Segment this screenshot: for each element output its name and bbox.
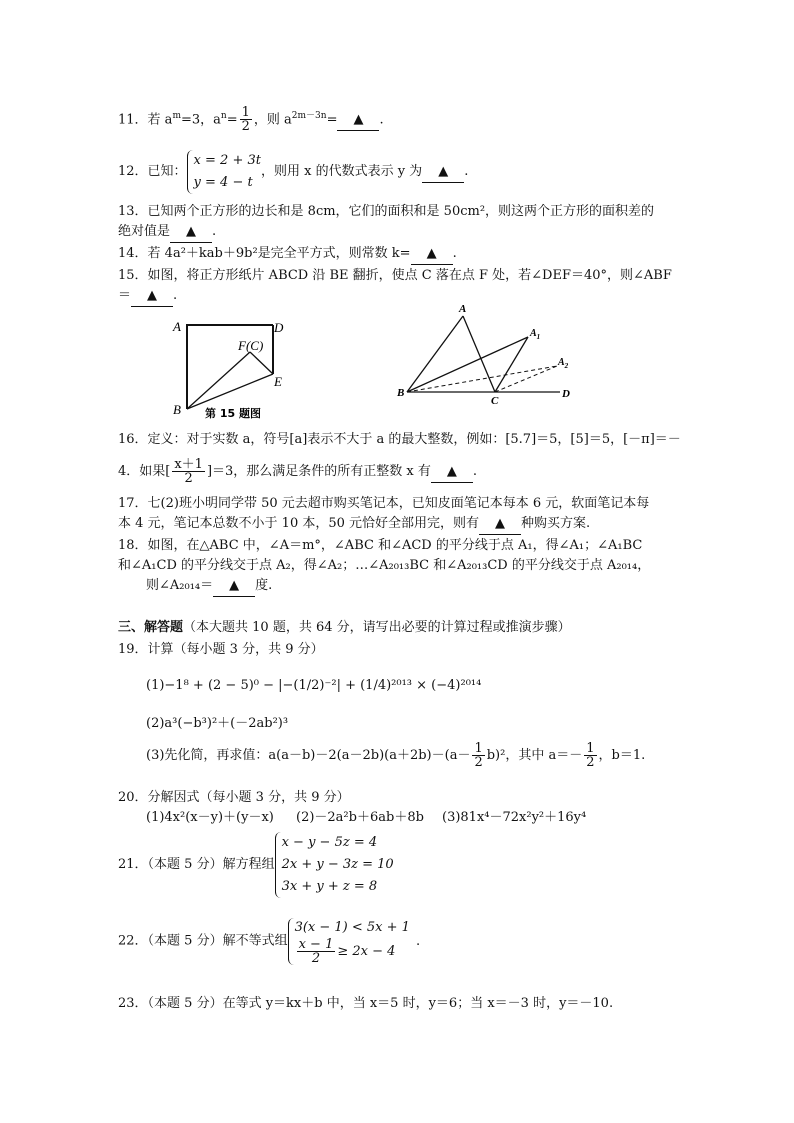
fig18-label-a: A	[459, 303, 467, 315]
fig18-line-ba	[407, 316, 463, 392]
q21-eq1: x − y − 5z = 4	[281, 835, 378, 850]
fig15-line-be	[187, 374, 273, 409]
q16-fraction	[172, 458, 205, 485]
q17-line1: 17．七(2)班小明同学带 50 元去超市购买笔记本，已知皮面笔记本每本 6 元，软面笔记本每	[118, 496, 650, 511]
q23-text: 23．（本题 5 分）在等式 y＝kx＋b 中，当 x＝5 时，y＝6；当 x＝－3 时，y＝－10.	[118, 996, 614, 1011]
fig18-line-ca1	[495, 337, 528, 392]
q19-p3-fraction-2	[584, 742, 596, 769]
q11-text-c: =	[226, 112, 238, 128]
fig18-line-ba1	[407, 337, 528, 392]
q20-part2: (2)－2a²b＋6ab＋8b	[296, 810, 424, 825]
section-3-note: （本大题共 10 题，共 64 分，请写出必要的计算过程或推演步骤）	[183, 620, 571, 635]
fig18-line-ba2	[407, 366, 557, 392]
fig18-label-d: D	[562, 388, 570, 400]
q17-answer-blank[interactable]: ▲	[479, 514, 521, 535]
section-3-title: 三、解答题	[118, 620, 184, 635]
q22-text: 22．（本题 5 分）解不等式组	[118, 933, 288, 949]
q11-sup-n: n	[220, 111, 227, 121]
q19-title: 19．计算（每小题 3 分，共 9 分）	[118, 642, 324, 657]
fig15-caption: 第 15 题图	[205, 407, 261, 420]
q20-part3: (3)81x⁴－72x²y²＋16y⁴	[442, 810, 587, 825]
q13-end: .	[212, 224, 217, 239]
fig18-label-a2: $A_2$	[558, 357, 569, 370]
q15-line2: ＝	[118, 288, 132, 303]
question-12	[118, 150, 468, 194]
fig15-label-b: B	[173, 402, 181, 417]
question-17	[118, 494, 649, 535]
q19-frac2-num: 1	[586, 741, 595, 756]
fig15-label-d: D	[274, 320, 284, 335]
q17-line2-b: 种购买方案.	[521, 516, 591, 531]
q20-part1: (1)4x²(x－y)＋(y－x)	[146, 810, 274, 825]
q16-frac-num: x＋1	[174, 457, 203, 472]
q22-eq2-right: ≥ 2x − 4	[337, 944, 396, 959]
question-14	[118, 244, 457, 265]
q11-sup-m: m	[172, 111, 181, 121]
q19-part3-c: ，b＝1.	[598, 748, 646, 763]
question-21	[118, 832, 394, 898]
q12-equation-system	[187, 150, 261, 194]
q13-line1: 13．已知两个正方形的边长和是 8cm，它们的面积和是 50cm²，则这两个正方形的面积差的	[118, 204, 655, 219]
q19-frac2-den: 2	[586, 755, 595, 770]
figure-15	[170, 316, 300, 424]
q18-line1: 18．如图，在△ABC 中，∠A＝m°，∠ABC 和∠ACD 的平分线于点 A₁，得∠A₁；∠A₁BC	[118, 538, 643, 553]
q21-eq3: 3x + y + z = 8	[281, 879, 378, 894]
question-13	[118, 202, 654, 243]
q11-end: .	[379, 112, 384, 128]
q22-frac-num: x − 1	[298, 937, 334, 952]
q21-equation-system	[275, 832, 394, 898]
q21-text: 21．（本题 5 分）解方程组	[118, 857, 275, 872]
q12-eq2: y = 4 − t	[193, 175, 253, 190]
q11-sup-e: 2m－3n	[291, 111, 327, 121]
q11-frac-num: 1	[241, 105, 250, 121]
q22-frac-den: 2	[311, 951, 321, 966]
q19-part3-b: b)²，其中 a＝－	[486, 748, 583, 763]
q11-number: 11．若	[118, 112, 161, 128]
q14-text: 14．若 4a²＋kab＋9b²是完全平方式，则常数 k=	[118, 246, 411, 261]
fig18-label-a1: $A_1$	[530, 328, 541, 341]
q19-part1: (1)−1⁸ + (2 − 5)⁰ − |−(1/2)⁻²| + (1/4)²⁰¹³ × (−4)²⁰¹⁴	[146, 678, 482, 693]
q16-line1: 16．定义：对于实数 a，符号[a]表示不大于 a 的最大整数，例如：[5.7]＝5，[5]＝5，[－π]＝－	[118, 432, 681, 447]
q18-line2: 和∠A₁CD 的平分线交于点 A₂，得∠A₂；…∠A₂₀₁₃BC 和∠A₂₀₁₃CD 的平分线交于点 A₂₀₁₄，	[118, 558, 651, 573]
fig15-line-bf	[187, 352, 250, 409]
figure-18	[395, 300, 585, 404]
question-16	[118, 430, 681, 485]
q11-text-b: =3，a	[180, 112, 221, 128]
q19-frac1-num: 1	[474, 741, 483, 756]
q11-answer-blank[interactable]: ▲	[337, 110, 379, 131]
q22-fraction	[297, 938, 336, 965]
q16-answer-blank[interactable]: ▲	[431, 462, 473, 483]
question-11	[118, 106, 384, 133]
q22-inequality-system	[288, 918, 410, 965]
q19-part3-a: (3)先化简，再求值：a(a－b)－2(a－2b)(a＋2b)－(a－	[146, 748, 471, 763]
question-20	[118, 788, 586, 828]
q19-frac1-den: 2	[474, 755, 483, 770]
section-3-header	[118, 618, 571, 638]
q19-p3-fraction-1	[472, 742, 484, 769]
q11-fraction	[240, 106, 252, 133]
q13-line2: 绝对值是	[118, 224, 171, 239]
question-18	[118, 536, 650, 597]
q19-part2: (2)a³(−b³)²＋(－2ab²)³	[146, 716, 289, 731]
q12-answer-blank[interactable]: ▲	[422, 162, 464, 183]
question-22	[118, 918, 420, 965]
q13-answer-blank[interactable]: ▲	[170, 222, 212, 243]
fig15-label-f: F(C)	[238, 338, 264, 353]
q22-eq1: 3(x − 1) < 5x + 1	[294, 920, 410, 935]
q12-text: ，则用 x 的代数式表示 y 为	[260, 164, 423, 179]
question-23	[118, 994, 613, 1014]
fig18-label-c: C	[491, 395, 499, 404]
q20-title: 20．分解因式（每小题 3 分，共 9 分）	[118, 790, 350, 805]
q14-answer-blank[interactable]: ▲	[411, 244, 453, 265]
q15-end: .	[173, 288, 178, 303]
fig18-label-b: B	[397, 387, 405, 399]
q18-line3-b: 度.	[255, 578, 273, 593]
q16-line2-a: 4．如果[	[118, 464, 171, 479]
q12-end: .	[464, 164, 469, 179]
q18-answer-blank[interactable]: ▲	[213, 576, 255, 597]
q11-text-d: ，则 a	[253, 112, 292, 128]
q11-text-e: =	[326, 112, 338, 128]
q16-frac-den: 2	[184, 471, 193, 486]
q15-answer-blank[interactable]: ▲	[131, 286, 173, 307]
q16-line2-b: ]＝3，那么满足条件的所有正整数 x 有	[206, 464, 431, 479]
question-19	[118, 640, 645, 769]
q17-line2-a: 本 4 元，笔记本总数不小于 10 本，50 元恰好全部用完，则有	[118, 516, 480, 531]
q15-line1: 15．如图，将正方形纸片 ABCD 沿 BE 翻折，使点 C 落在点 F 处，若∠DEF＝40°，则∠ABF	[118, 268, 672, 283]
q21-eq2: 2x + y − 3z = 10	[281, 857, 394, 872]
q18-line3-a: 则∠A₂₀₁₄＝	[146, 578, 214, 593]
q12-eq1: x = 2 + 3t	[193, 153, 261, 168]
q12-number: 12．已知：	[118, 164, 187, 179]
q16-end: .	[472, 464, 478, 479]
q14-end: .	[452, 246, 457, 261]
q11-frac-den: 2	[241, 119, 250, 135]
fig15-label-a: A	[173, 319, 181, 334]
fig18-line-ca2	[495, 366, 557, 392]
fig15-label-e: E	[274, 374, 282, 389]
q22-end: .	[415, 933, 421, 949]
q11-text-a: a	[160, 112, 173, 128]
fig15-line-fe	[250, 352, 273, 374]
